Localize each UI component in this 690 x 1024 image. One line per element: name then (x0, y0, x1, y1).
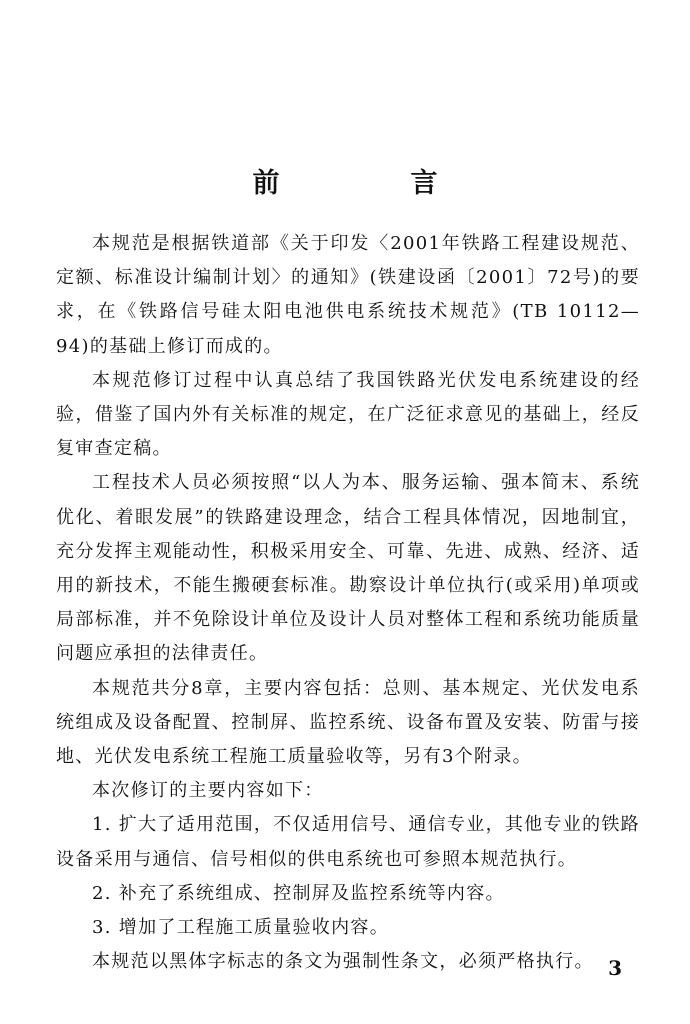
paragraph-basis: 本规范是根据铁道部《关于印发〈2001年铁路工程建设规范、定额、标准设计编制计划〉的通知》(铁建设函〔2001〕72号)的要求，在《铁路信号硅太阳电池供电系统技术规范》(TB 10112—94)的基础上修订而成的。 (56, 233, 640, 357)
paragraph-revision-intro: 本次修订的主要内容如下： (92, 780, 324, 802)
revision-item-2: 2. 补充了系统组成、控制屏及监控系统等内容。 (92, 882, 505, 904)
paragraph-engineering-principles: 工程技术人员必须按照“以人为本、服务运输、强本简末、系统优化、着眼发展”的铁路建设理念，结合工程具体情况，因地制宜，充分发挥主观能动性，积极采用安全、可靠、先进、成熟、经济、适用的新技术，不能生搬硬套标准。勘察设计单位执行(或采用)单项或局部标准，并不免除设计单位及设计人员对整体工程和系统功能质量问题应承担的法律责任。 (56, 472, 640, 665)
page-title: 前 言 (252, 168, 490, 199)
paragraph-mandatory-clauses: 本规范以黑体字标志的条文为强制性条文，必须严格执行。 (92, 951, 594, 973)
page-number: 3 (608, 956, 622, 980)
paragraph-revision-process: 本规范修订过程中认真总结了我国铁路光伏发电系统建设的经验，借鉴了国内外有关标准的规定，在广泛征求意见的基础上，经反复审查定稿。 (56, 369, 640, 460)
revision-item-3: 3. 增加了工程施工质量验收内容。 (92, 917, 389, 939)
paragraph-contents-overview: 本规范共分8章，主要内容包括：总则、基本规定、光伏发电系统组成及设备配置、控制屏、监控系统、设备布置及安装、防雷与接地、光伏发电系统工程施工质量验收等，另有3个附录。 (56, 677, 640, 768)
revision-item-1: 1. 扩大了适用范围，不仅适用信号、通信专业，其他专业的铁路设备采用与通信、信号相似的供电系统也可参照本规范执行。 (56, 814, 640, 870)
body-text (56, 227, 640, 979)
